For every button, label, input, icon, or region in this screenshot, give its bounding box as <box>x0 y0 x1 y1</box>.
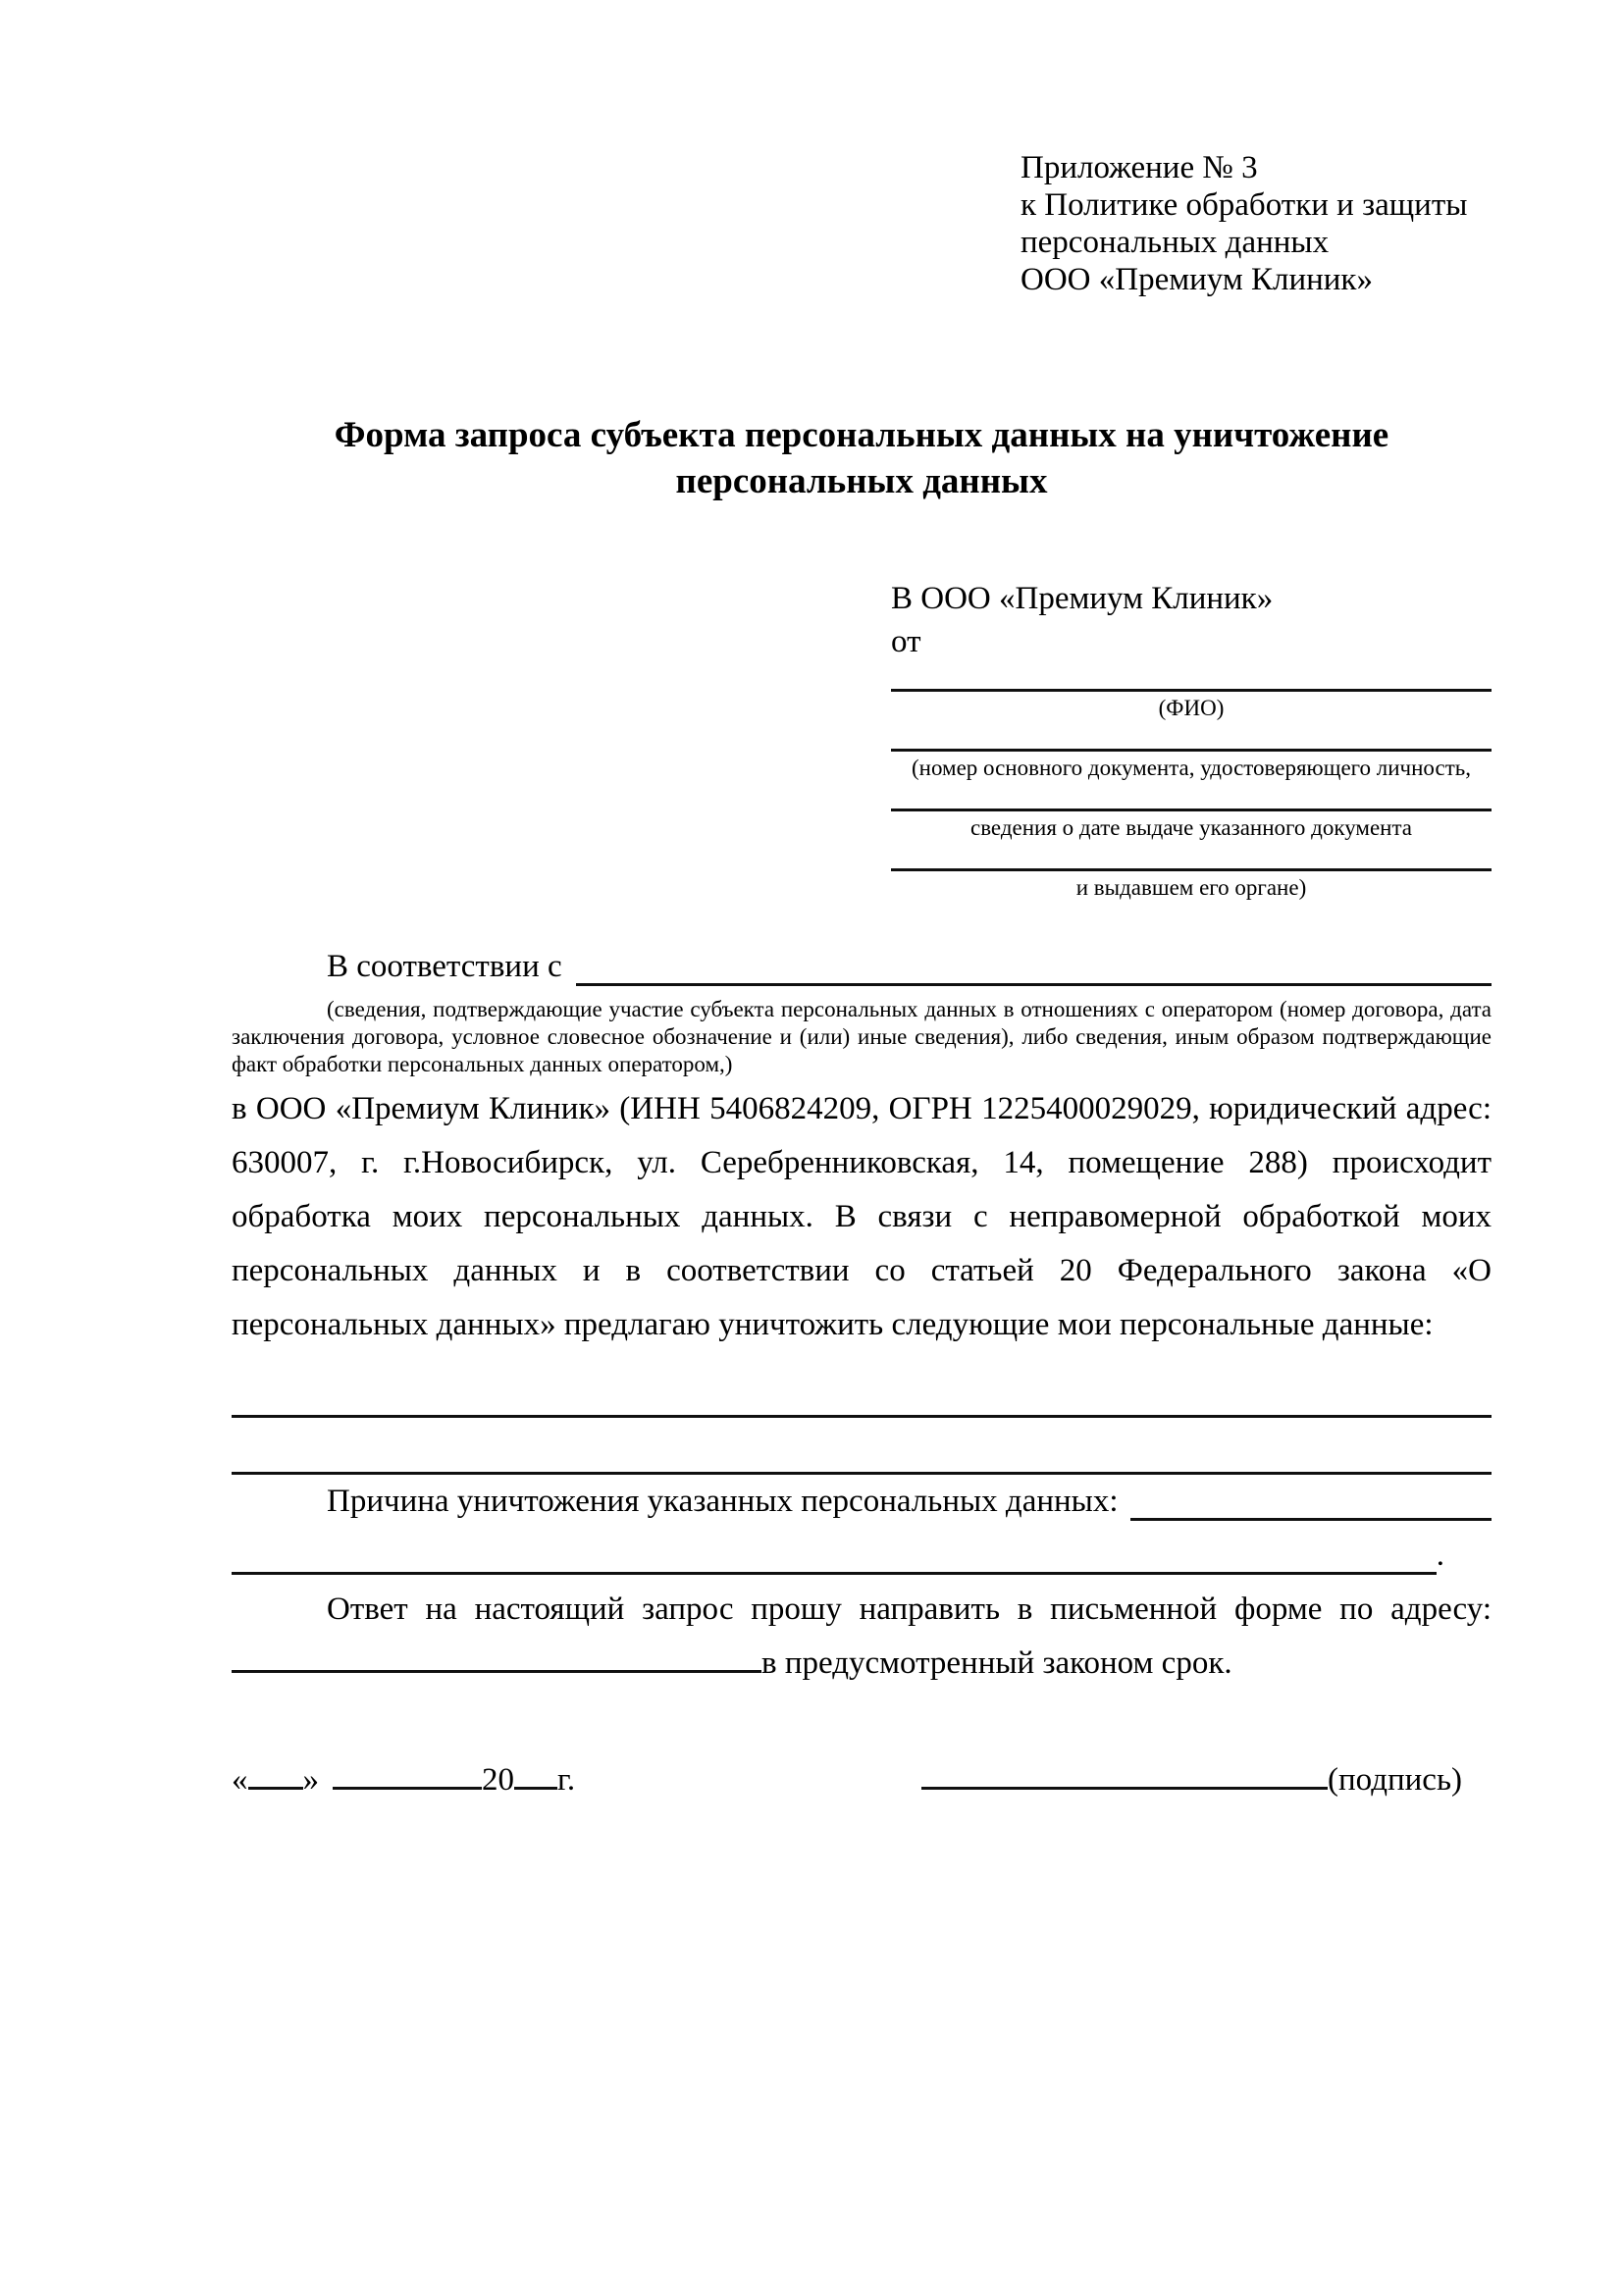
document-issuer-input-line[interactable] <box>891 868 1492 871</box>
document-number-input-line[interactable] <box>891 749 1492 752</box>
document-issue-date-field <box>891 809 1492 841</box>
appendix-reference-line: персональных данных <box>1021 225 1330 260</box>
reason-continuation-row <box>232 1529 1492 1583</box>
fio-field-caption: (ФИО) <box>1158 696 1225 720</box>
appendix-reference-line: Приложение № 3 <box>1021 150 1258 185</box>
date-quote-close: » <box>302 1762 319 1798</box>
personal-data-input-line-2[interactable] <box>232 1418 1492 1475</box>
date-month-input-line[interactable] <box>333 1757 482 1790</box>
reason-input-line[interactable] <box>1130 1475 1492 1521</box>
accordance-input-line[interactable] <box>576 940 1492 986</box>
document-issuer-field-caption: и выдавшем его органе) <box>1075 875 1307 900</box>
date-field <box>232 1753 575 1807</box>
address-input-line[interactable] <box>232 1641 761 1673</box>
date-day-input-line[interactable] <box>248 1757 303 1790</box>
date-quote-open: « <box>232 1762 248 1798</box>
addressee-to: В ООО «Премиум Клиник» <box>891 581 1274 616</box>
appendix-reference-line: к Политике обработки и защиты <box>1021 187 1468 223</box>
document-title-line1: Форма запроса субъекта персональных данных на уничтожение <box>334 415 1389 455</box>
answer-address-row <box>232 1637 1492 1691</box>
personal-data-input-line-1[interactable] <box>232 1364 1492 1418</box>
document-issue-date-input-line[interactable] <box>891 809 1492 811</box>
fio-input-line[interactable] <box>891 689 1492 692</box>
addressee-block <box>891 577 1492 901</box>
appendix-reference-line: ООО «Премиум Клиник» <box>1021 262 1373 297</box>
document-issue-date-field-caption: сведения о дате выдаче указанного документа <box>969 815 1413 840</box>
reason-closing-period: . <box>1436 1538 1444 1573</box>
document-issuer-field <box>891 868 1492 901</box>
document-title-line2: персональных данных <box>675 461 1048 501</box>
date-signature-row <box>232 1753 1492 1807</box>
addressee-from: от <box>891 624 921 659</box>
document-number-field-caption: (номер основного документа, удостоверяющего личность, <box>911 756 1471 780</box>
signature-input-line[interactable] <box>921 1757 1328 1790</box>
appendix-reference <box>1021 149 1492 298</box>
signature-field <box>921 1753 1462 1807</box>
reason-label: Причина уничтожения указанных персональных данных: <box>327 1484 1119 1519</box>
fio-field <box>891 689 1492 721</box>
signature-caption: (подпись) <box>1328 1762 1462 1798</box>
reason-row <box>232 1475 1492 1529</box>
accordance-row <box>232 940 1492 994</box>
document-number-field <box>891 749 1492 781</box>
main-paragraph: в ООО «Премиум Клиник» (ИНН 5406824209, ОГРН 1225400029029, юридический адрес: 630007, г. г.Новосибирск, ул. Серебренниковская, 14, помещение 288) происходит обработка моих персональных данных. В связи с неправомерной обработкой моих персональных данных и в соответствии со статьей 20 Федерального закона «О персональных данных» предлагаю уничтожить следующие мои персональные данные: <box>232 1091 1492 1342</box>
date-year-prefix: 20 <box>482 1762 514 1798</box>
document-title <box>232 412 1492 504</box>
answer-term-text: в предусмотренный законом срок. <box>761 1645 1232 1681</box>
date-year-input-line[interactable] <box>514 1757 557 1790</box>
reason-input-line-2[interactable] <box>232 1529 1437 1575</box>
answer-request-line: Ответ на настоящий запрос прошу направить в письменной форме по адресу: <box>327 1592 1492 1627</box>
accordance-label: В соответствии с <box>327 949 562 984</box>
accordance-note: (сведения, подтверждающие участие субъекта персональных данных в отношениях с оператором (номер договора, дата заключения договора, условное словесное обозначение и (или) иные сведения), либо сведения, иным образом подтверждающие факт обработки персональных данных оператором,) <box>232 997 1492 1076</box>
date-year-suffix: г. <box>557 1762 576 1798</box>
